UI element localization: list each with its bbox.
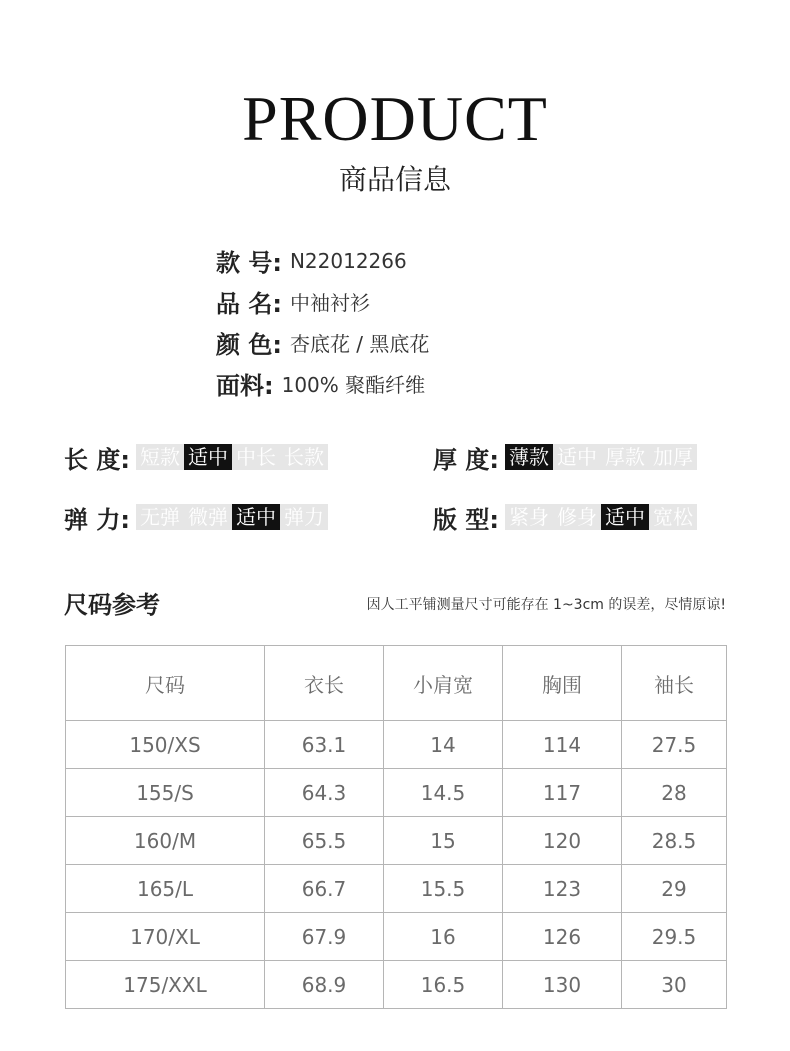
table-cell: 15.5 [384, 865, 503, 913]
scale-option: 宽松 [652, 505, 693, 529]
info-key: 面料: [216, 372, 274, 400]
attr-scale [505, 504, 697, 530]
table-cell: 165/L [66, 865, 265, 913]
column-header: 胸围 [503, 646, 622, 721]
attr-length [64, 442, 328, 472]
scale-option: 微弹 [187, 505, 228, 529]
scale-option: 长款 [283, 445, 324, 469]
table-cell: 16 [384, 913, 503, 961]
scale-option: 适中 [184, 444, 232, 470]
column-header: 衣长 [265, 646, 384, 721]
product-info [216, 240, 429, 404]
scale-option: 短款 [139, 445, 180, 469]
column-header: 尺码 [66, 646, 265, 721]
info-row-style-no [216, 240, 429, 281]
size-table [65, 645, 727, 1009]
table-cell: 123 [503, 865, 622, 913]
info-value: 100% 聚酯纤维 [281, 373, 426, 397]
table-cell: 67.9 [265, 913, 384, 961]
table-cell: 160/M [66, 817, 265, 865]
table-cell: 14 [384, 721, 503, 769]
scale-option: 中长 [235, 445, 276, 469]
page-subtitle: 商品信息 [338, 163, 451, 196]
attr-label: 弹 力: [64, 505, 130, 534]
table-row [66, 769, 727, 817]
scale-option: 修身 [556, 505, 597, 529]
info-key: 款 号: [216, 249, 282, 277]
attr-label: 版 型: [433, 505, 499, 534]
scale-option: 薄款 [505, 444, 553, 470]
size-table-header-row [66, 646, 727, 721]
scale-option: 无弹 [139, 505, 180, 529]
attr-thickness [433, 442, 697, 472]
table-cell: 130 [503, 961, 622, 1009]
table-cell: 155/S [66, 769, 265, 817]
table-cell: 28 [622, 769, 727, 817]
table-cell: 28.5 [622, 817, 727, 865]
attr-label: 厚 度: [433, 445, 499, 474]
info-value: 杏底花 / 黑底花 [289, 332, 430, 356]
table-cell: 66.7 [265, 865, 384, 913]
scale-option: 紧身 [508, 505, 549, 529]
attr-scale [505, 444, 697, 470]
table-cell: 27.5 [622, 721, 727, 769]
info-row-color [216, 322, 429, 363]
table-cell: 14.5 [384, 769, 503, 817]
size-table-body [66, 721, 727, 1009]
attr-fit [433, 502, 697, 532]
table-cell: 15 [384, 817, 503, 865]
scale-option: 适中 [601, 504, 649, 530]
table-cell: 64.3 [265, 769, 384, 817]
table-row [66, 817, 727, 865]
attr-scale [136, 504, 328, 530]
scale-option: 适中 [232, 504, 280, 530]
info-value: N22012266 [289, 248, 407, 273]
table-cell: 175/XXL [66, 961, 265, 1009]
table-cell: 16.5 [384, 961, 503, 1009]
info-row-fabric [216, 363, 429, 404]
attr-label: 长 度: [64, 445, 130, 474]
table-row [66, 865, 727, 913]
column-header: 袖长 [622, 646, 727, 721]
table-cell: 65.5 [265, 817, 384, 865]
table-cell: 126 [503, 913, 622, 961]
table-cell: 30 [622, 961, 727, 1009]
info-key: 品 名: [216, 290, 282, 318]
table-cell: 63.1 [265, 721, 384, 769]
info-row-name [216, 281, 429, 322]
table-cell: 29.5 [622, 913, 727, 961]
page-title: PRODUCT [242, 83, 548, 154]
scale-option: 厚款 [604, 445, 645, 469]
table-cell: 114 [503, 721, 622, 769]
scale-option: 弹力 [283, 505, 324, 529]
size-section-title: 尺码参考 [64, 591, 160, 619]
table-cell: 120 [503, 817, 622, 865]
info-value: 中袖衬衫 [289, 291, 370, 315]
size-section-note: 因人工平铺测量尺寸可能存在 1~3cm 的误差，尽情原谅! [366, 597, 726, 613]
table-cell: 117 [503, 769, 622, 817]
info-key: 颜 色: [216, 331, 282, 359]
column-header: 小肩宽 [384, 646, 503, 721]
table-cell: 29 [622, 865, 727, 913]
table-cell: 68.9 [265, 961, 384, 1009]
table-row [66, 961, 727, 1009]
attr-elasticity [64, 502, 328, 532]
table-row [66, 721, 727, 769]
scale-option: 适中 [556, 445, 597, 469]
table-cell: 170/XL [66, 913, 265, 961]
scale-option: 加厚 [652, 445, 693, 469]
table-cell: 150/XS [66, 721, 265, 769]
table-row [66, 913, 727, 961]
attr-scale [136, 444, 328, 470]
